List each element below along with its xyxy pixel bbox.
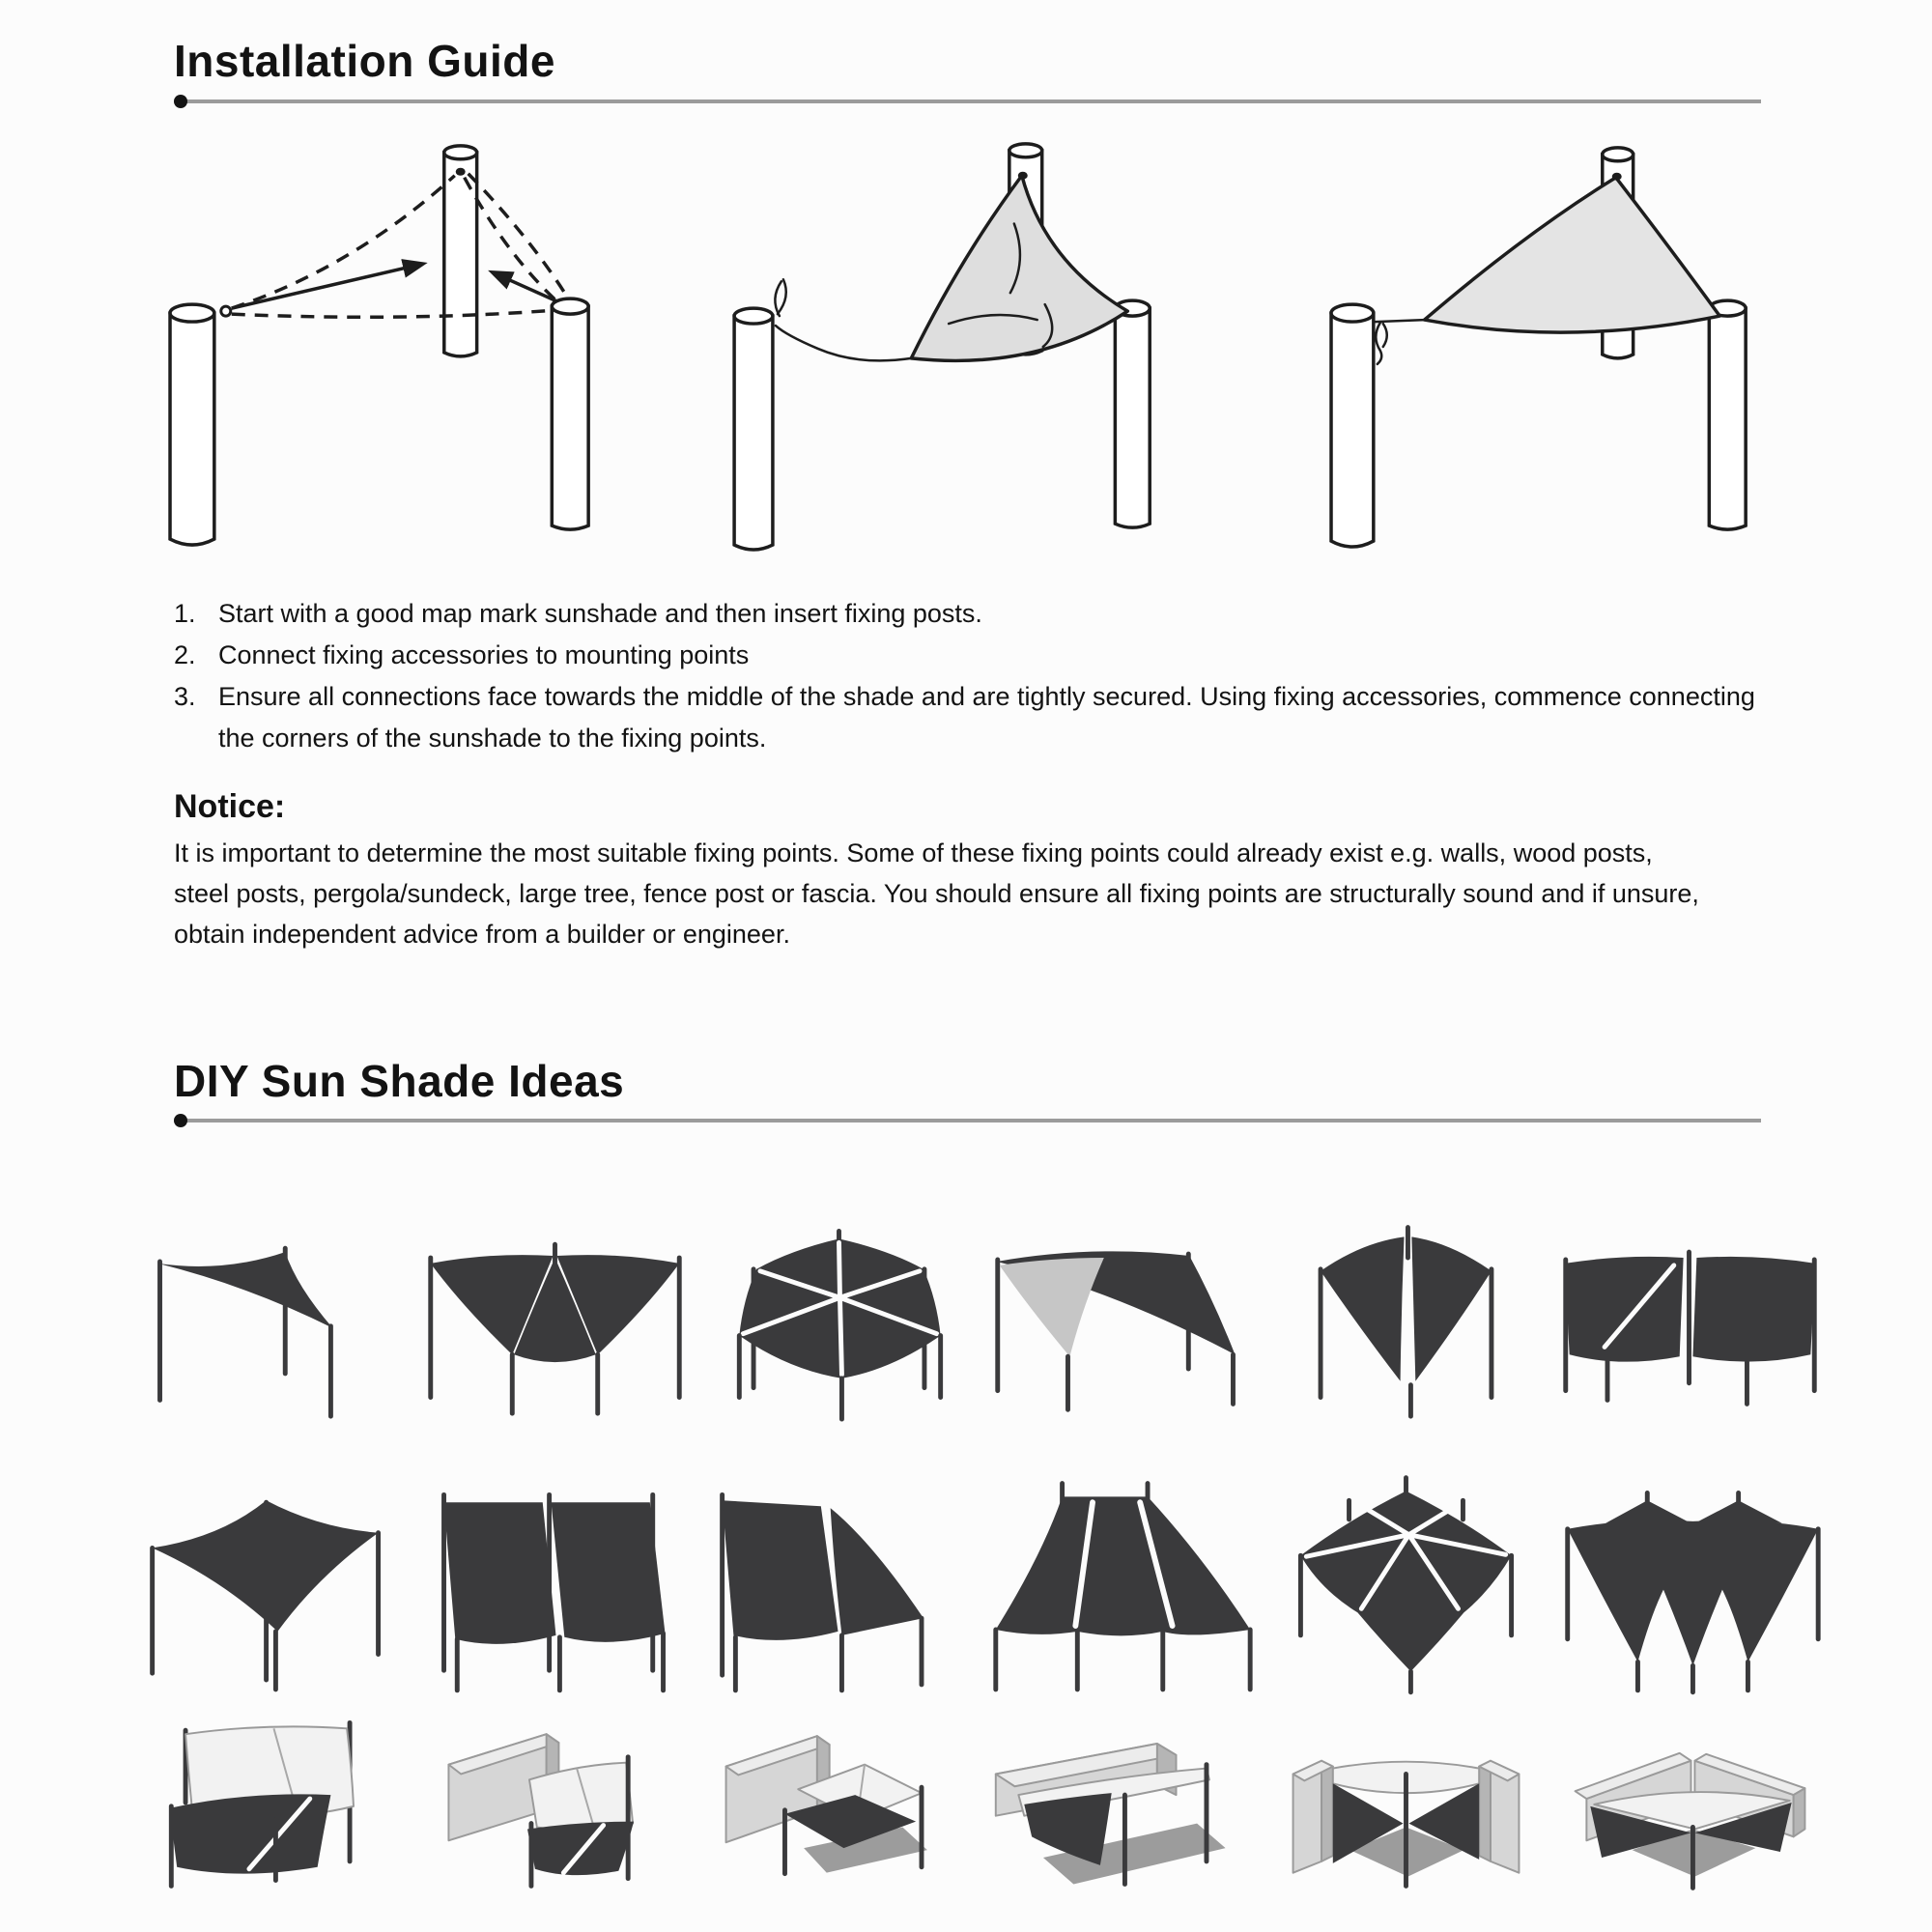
loose-shade-sail — [911, 172, 1127, 361]
double-triangle-sails-icon — [417, 1201, 693, 1428]
installation-guide-title: Installation Guide — [174, 36, 555, 86]
step-number: 2. — [174, 640, 196, 669]
wall-bar-sail-with-shadow-icon — [984, 1706, 1260, 1894]
step-number: 1. — [174, 599, 196, 628]
installation-divider — [177, 99, 1761, 103]
light-dark-triangle-combo-icon — [984, 1201, 1260, 1428]
installation-step-2 — [174, 635, 1777, 676]
notice-title: Notice: — [174, 788, 286, 825]
tie-rope — [1376, 320, 1425, 364]
step-text: Ensure all connections face towards the middle of the shade and are tightly secured. Using fixing accessories, commence connecting — [218, 682, 1755, 711]
wall-mounted-diamond-sails-icon — [701, 1706, 977, 1894]
wall-mounted-sail-combo-icon — [417, 1706, 693, 1894]
right-post — [1115, 300, 1150, 527]
three-panel-tent-canopy-icon — [984, 1445, 1260, 1698]
step-text: the corners of the sunshade to the fixing points. — [218, 724, 767, 753]
right-post — [1709, 300, 1746, 529]
notice-line: obtain independent advice from a builder or engineer. — [174, 920, 790, 949]
ideas-row-2 — [133, 1445, 1828, 1698]
notice-body — [174, 833, 1797, 954]
ideas-row-3 — [133, 1706, 1828, 1894]
notice-line: It is important to determine the most suitable fixing points. Some of these fixing points could already exist e.g. walls, wood posts, — [174, 838, 1653, 867]
three-posts-layout-diagram — [124, 116, 668, 558]
dual-wall-butterfly-sails-icon — [1268, 1706, 1544, 1894]
installation-steps — [174, 593, 1777, 759]
corner-wall-sail-icon — [1552, 1706, 1828, 1894]
rect-and-triangle-sails-icon — [701, 1445, 977, 1698]
left-post — [170, 304, 231, 545]
notice-line: steel posts, pergola/sundeck, large tree, fence post or fascia. You should ensure all fixing points are structurally sound and if unsure, — [174, 879, 1699, 908]
hexagon-tent-center-drop-icon — [1268, 1445, 1544, 1698]
twin-peak-sails-icon — [1268, 1201, 1544, 1428]
step-text: Start with a good map mark sunshade and then insert fixing posts. — [218, 599, 982, 628]
tensioned-shade-sail — [1425, 173, 1720, 332]
left-post — [734, 308, 773, 550]
diy-ideas-title: DIY Sun Shade Ideas — [174, 1056, 625, 1106]
divider-dot-icon — [174, 1114, 187, 1127]
square-sail-four-posts-icon — [133, 1445, 409, 1698]
step-text: Connect fixing accessories to mounting points — [218, 640, 750, 669]
divider-dot-icon — [174, 95, 187, 108]
installation-step-1 — [174, 593, 1777, 635]
sail-tensioned-diagram — [1285, 116, 1829, 558]
ideas-divider — [177, 1119, 1761, 1122]
stacked-light-dark-sails-icon — [133, 1706, 409, 1894]
sail-attached-loose-diagram — [704, 116, 1248, 558]
double-slanted-rect-sails-icon — [417, 1445, 693, 1698]
installation-step-3 — [174, 676, 1777, 759]
double-square-sails-icon — [1552, 1201, 1828, 1428]
left-post — [1331, 304, 1374, 547]
tie-rope — [775, 279, 911, 360]
installation-diagrams — [124, 116, 1833, 558]
triangle-sail-three-posts-icon — [133, 1201, 409, 1428]
hexagon-panel-canopy-icon — [701, 1201, 977, 1428]
right-post — [552, 298, 588, 529]
step-number: 3. — [174, 682, 196, 711]
direction-arrows — [232, 264, 568, 308]
multi-point-canopy-icon — [1552, 1445, 1828, 1698]
ideas-row-1 — [133, 1201, 1828, 1428]
